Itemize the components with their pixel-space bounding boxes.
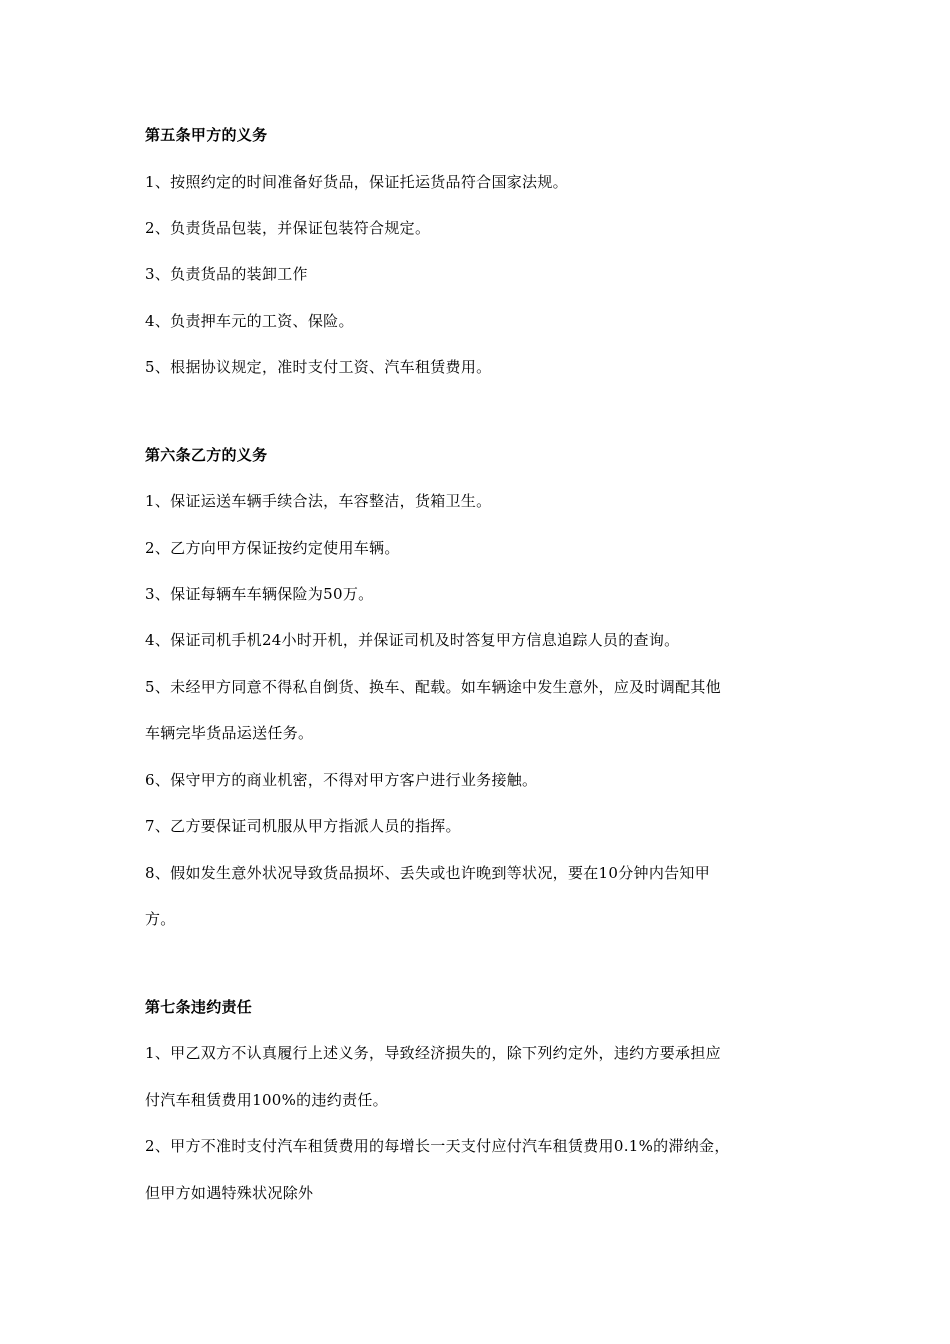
- section-6-item-5-cont: 车辆完毕货品运送任务。: [145, 724, 314, 742]
- section-6-item-2: 2、乙方向甲方保证按约定使用车辆。: [145, 539, 400, 557]
- section-5-item-4: 4、负责押车元的工资、保险。: [145, 312, 354, 330]
- section-6-item-1: 1、保证运送车辆手续合法，车容整洁，货箱卫生。: [145, 492, 492, 510]
- section-6-item-5: 5、未经甲方同意不得私自倒货、换车、配载。如车辆途中发生意外，应及时调配其他: [145, 678, 721, 696]
- section-7-item-1-cont: 付汽车租赁费用100%的违约责任。: [145, 1091, 388, 1109]
- section-5-heading: 第五条甲方的义务: [145, 126, 268, 144]
- section-5-item-2: 2、负责货品包装，并保证包装符合规定。: [145, 219, 431, 237]
- section-5-item-1: 1、按照约定的时间准备好货品，保证托运货品符合国家法规。: [145, 173, 568, 191]
- section-6-item-6: 6、保守甲方的商业机密，不得对甲方客户进行业务接触。: [145, 771, 538, 789]
- section-7-item-2: 2、甲方不准时支付汽车租赁费用的每增长一天支付应付汽车租赁费用0.1%的滞纳金，: [145, 1137, 730, 1155]
- section-5-item-5: 5、根据协议规定，准时支付工资、汽车租赁费用。: [145, 358, 492, 376]
- section-7-heading: 第七条违约责任: [145, 998, 253, 1016]
- section-6-heading: 第六条乙方的义务: [145, 446, 268, 464]
- section-6-item-3: 3、保证每辆车车辆保险为50万。: [145, 585, 374, 603]
- section-6-item-4: 4、保证司机手机24小时开机，并保证司机及时答复甲方信息追踪人员的查询。: [145, 631, 680, 649]
- section-6-item-8: 8、假如发生意外状况导致货品损坏、丢失或也许晚到等状况，要在10分钟内告知甲: [145, 864, 711, 882]
- section-5-item-3: 3、负责货品的装卸工作: [145, 265, 308, 283]
- section-6-item-8-cont: 方。: [145, 910, 176, 928]
- section-7-item-1: 1、甲乙双方不认真履行上述义务，导致经济损失的，除下列约定外，违约方要承担应: [145, 1044, 721, 1062]
- section-7-item-2-cont: 但甲方如遇特殊状况除外: [145, 1184, 314, 1202]
- section-6-item-7: 7、乙方要保证司机服从甲方指派人员的指挥。: [145, 817, 461, 835]
